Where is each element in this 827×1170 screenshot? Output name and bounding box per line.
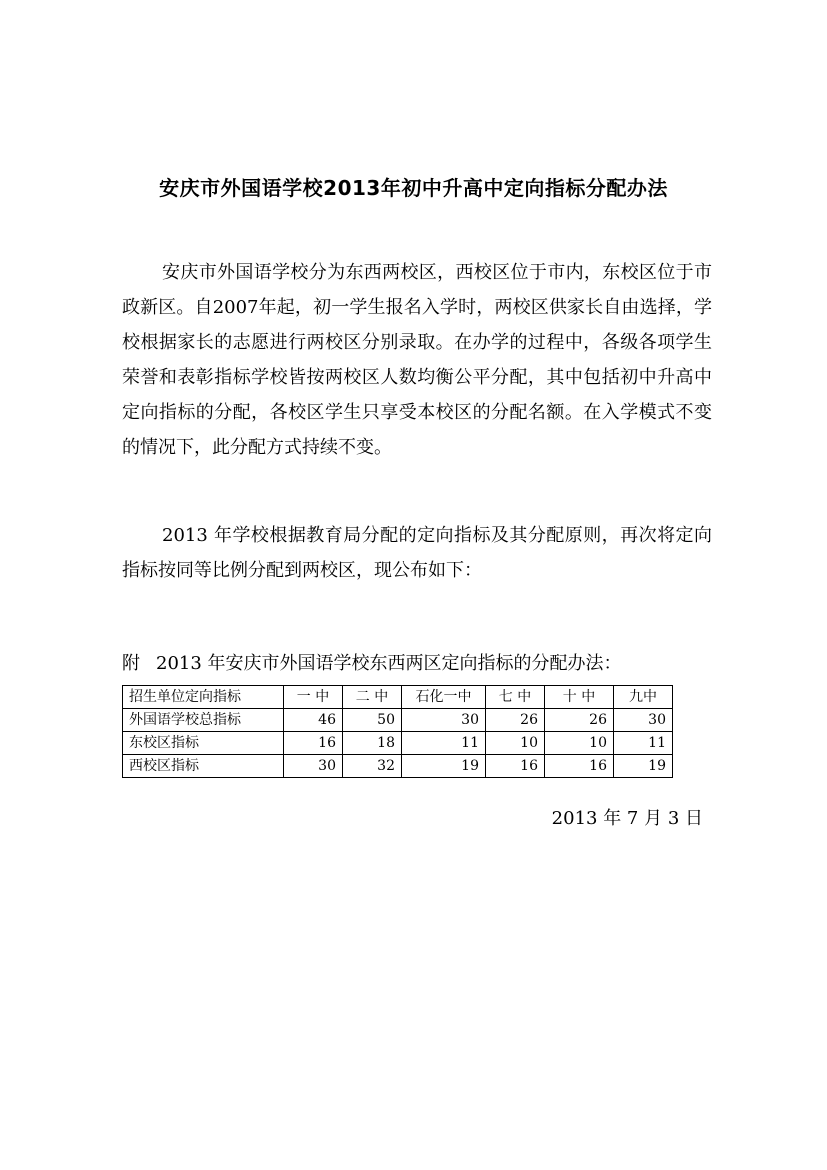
table-cell: 10 bbox=[545, 732, 614, 755]
row-label-east: 东校区指标 bbox=[123, 732, 284, 755]
column-header-school-7: 七 中 bbox=[486, 686, 545, 709]
table-cell: 16 bbox=[545, 755, 614, 778]
column-header-school-petrochem: 石化一中 bbox=[402, 686, 486, 709]
table-corner-header: 招生单位定向指标 bbox=[123, 686, 284, 709]
column-header-school-2: 二 中 bbox=[343, 686, 402, 709]
table-cell: 10 bbox=[486, 732, 545, 755]
table-row bbox=[123, 732, 673, 755]
table-row bbox=[123, 755, 673, 778]
paragraph-announcement: 2013 年学校根据教育局分配的定向指标及其分配原则，再次将定向指标按同等比例分配到两校区，现公布如下： bbox=[122, 525, 712, 581]
table-cell: 16 bbox=[486, 755, 545, 778]
table-header-row bbox=[123, 686, 673, 709]
table-cell: 19 bbox=[614, 755, 673, 778]
document-title: 安庆市外国语学校2013年初中升高中定向指标分配办法 bbox=[159, 176, 668, 200]
table-cell: 32 bbox=[343, 755, 402, 778]
table-cell: 11 bbox=[402, 732, 486, 755]
table-cell: 26 bbox=[486, 709, 545, 732]
table-cell: 30 bbox=[402, 709, 486, 732]
paragraph-intro: 安庆市外国语学校分为东西两校区，西校区位于市内，东校区位于市政新区。自2007年起，初一学生报名入学时，两校区供家长自由选择，学校根据家长的志愿进行两校区分别录取。在办学的过程中，各级各项学生荣誉和表彰指标学校皆按两校区人数均衡公平分配，其中包括初中升高中定向指标的分配，各校区学生只享受本校区的分配名额。在入学模式不变的情况下，此分配方式持续不变。 bbox=[122, 262, 712, 458]
appendix-label: 附 bbox=[122, 653, 140, 674]
table-cell: 30 bbox=[614, 709, 673, 732]
table-cell: 18 bbox=[343, 732, 402, 755]
document-date: 2013 年 7 月 3 日 bbox=[551, 808, 703, 829]
table-cell: 11 bbox=[614, 732, 673, 755]
row-label-total: 外国语学校总指标 bbox=[123, 709, 284, 732]
appendix-caption: 2013 年安庆市外国语学校东西两区定向指标的分配办法： bbox=[156, 653, 622, 674]
allocation-table bbox=[122, 685, 673, 778]
row-label-west: 西校区指标 bbox=[123, 755, 284, 778]
table-cell: 16 bbox=[284, 732, 343, 755]
appendix-caption-line bbox=[122, 651, 722, 677]
column-header-school-10: 十 中 bbox=[545, 686, 614, 709]
table-row bbox=[123, 709, 673, 732]
table-cell: 26 bbox=[545, 709, 614, 732]
table-cell: 19 bbox=[402, 755, 486, 778]
column-header-school-1: 一 中 bbox=[284, 686, 343, 709]
table-cell: 46 bbox=[284, 709, 343, 732]
table-cell: 50 bbox=[343, 709, 402, 732]
column-header-school-9: 九中 bbox=[614, 686, 673, 709]
table-cell: 30 bbox=[284, 755, 343, 778]
